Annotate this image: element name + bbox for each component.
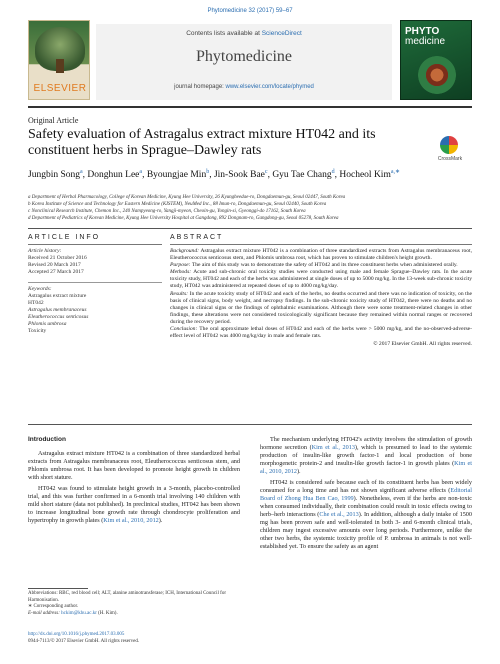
paragraph [260,479,472,551]
methods-text: Acute and sub-chronic oral toxicity studies were conducted using male and female Sprague–Dawley rats. In the acute toxicity study, HT042 and each of the herbs was administered at single doses of up to 5000 mg/kg. In the 13-week sub-chronic toxicity study, HT042 was administered at repeated doses of up to 4000 mg/kg/day. [170,269,472,290]
crossmark-button[interactable] [428,136,472,162]
doi-block [28,632,288,645]
homepage-line [96,84,392,90]
email-link[interactable]: hckim@khu.ac.kr [61,610,97,616]
paragraph-text: The mechanism underlying HT042's activity involves the stimulation of growth hormone secretion ( [260,436,472,451]
divider [28,424,472,425]
results-label: Results: [170,290,189,297]
footnote-divider [28,588,88,589]
keyword-item: Eleutherococcus senticosus [28,314,89,320]
divider [28,244,162,245]
affiliation: b Korea Institute of Science and Technology for Eastern Medicine (KISTEM), NeuMed Inc., 88 Imun-ro, Dongdaemun-gu, Seoul 02440, South Korea [28,202,327,207]
keyword-item: Phlomis umbrosa [28,321,67,327]
divider [28,228,472,229]
keyword-item: Astragalus extract mixture [28,293,87,299]
abstract-conclusion [170,326,472,340]
homepage-link[interactable]: www.elsevier.com/locate/phymed [225,84,314,90]
masthead-banner [96,24,392,100]
corresponding-author-note: ∗ Corresponding author. [28,604,79,610]
copyright-notice: © 2017 Elsevier GmbH. All rights reserved. [373,341,472,348]
abbreviations-note: Abbreviations: RBC, red blood cell; ALT, alanine aminotransferase; ICH, International Council for Harmonisation. [28,591,227,603]
crossmark-label: CrossMark [437,156,463,162]
author[interactable] [272,170,339,180]
divider [170,244,472,245]
journal-cover-image[interactable] [400,20,472,100]
contents-prefix: Contents lists available at [186,30,262,37]
author[interactable] [28,170,87,180]
author-separator: , [334,170,340,181]
paragraph-text: ). In addition, although a daily intake of 1500 mg has been proven safe and well-tolerated in both 3- and 6-month clinical trials, children may ingest excessive amounts over long periods. Furthermore, unlike the other two herbs, the systemic toxicity profile of P. umbrosa in animals is not well-established yet. To ensure the safety as an agent [260,511,472,550]
citation-link[interactable]: Kim et al., 2010, 2012 [103,517,159,524]
paragraph-text: ). [158,517,163,524]
abstract-heading: ABSTRACT [170,234,224,241]
author-affiliation-mark[interactable]: a [80,169,83,175]
affiliation-list [28,194,472,222]
cover-title [405,27,469,47]
email-note [28,611,240,618]
keywords-label: Keywords: [28,286,52,292]
author-name: Hocheol Kim [339,170,391,181]
paragraph [260,436,472,476]
author-name: Donghun Lee [87,170,140,181]
elsevier-logo [28,20,90,100]
author-separator: , [267,170,273,181]
author-affiliation-mark[interactable]: c [264,169,268,175]
crossmark-icon [440,136,458,154]
cover-title-line-2: medicine [405,36,446,47]
article-title: Safety evaluation of Astragalus extract mixture HT042 and its constituent herbs in Sprague–Dawley rats [28,127,376,158]
author-affiliation-mark[interactable]: b [206,169,210,175]
divider [28,282,162,283]
purpose-text: The aim of this study was to demonstrate the safety of HT042 and its three constituent herbs when administered orally. [190,262,458,269]
conclusion-label: Conclusion: [170,326,198,333]
doi-link[interactable]: http://dx.doi.org/10.1016/j.phymed.2017.03.005 [28,632,125,637]
homepage-prefix: journal homepage: [174,84,226,90]
author[interactable] [87,170,146,180]
author-name: Jin-Sook Bae [213,170,265,181]
abstract-results [170,291,472,326]
body-column-left [28,436,240,528]
journal-masthead [28,20,472,106]
author[interactable] [147,170,214,180]
history-revised: Revised 20 March 2017 [28,262,81,268]
contents-line [96,30,392,37]
keyword-item: HT042 [28,300,44,306]
author-name: Gyu Tae Chang [272,170,332,181]
affiliation: c Nonclinical Research Institute, Chemon Inc., 240 Nampyeong-ro, Yangji-myeon, Cheoin-gu, Yongin-si, Gyeonggi-do 17162, South Korea [28,209,306,214]
keyword-list [28,286,162,335]
email-label: E-mail address: [28,610,62,616]
footnotes [28,591,240,617]
paragraph-text: ). [296,468,301,475]
article-type: Original Article [28,116,79,125]
article-info-heading: ARTICLE INFO [28,234,101,241]
citation-link[interactable]: Editorial Board of Zhong Hua Ben Cao, 1999 [260,487,472,502]
affiliation: d Department of Pediatrics of Korean Medicine, Kyung Hee University Hospital at Gangdong, 892 Dongnam-ro, Gangdong-gu, Seoul 05278, South Korea [28,216,339,221]
methods-label: Methods: [170,269,192,276]
publisher-name: ELSEVIER [33,83,87,94]
abstract-methods [170,269,472,290]
author[interactable] [339,170,400,180]
author-name: Jungbin Song [28,170,80,181]
purpose-label: Purpose: [170,262,191,269]
sciencedirect-link[interactable]: ScienceDirect [261,30,302,37]
results-text: In the acute toxicity study of HT042 and each of the herbs, no deaths occurred and there was no indication of toxicity, on the basis of clinical signs, body weight, and necropsy findings. In the sub-chronic toxicity study of HT042, there were no deaths and no changes in clinical signs or the findings of ophthalmic examinations. Although there were some treatment-related changes in other findings, these alterations were not considered toxicologically significant because they remained within normal ranges or recovered during the recovery period. [170,290,472,325]
paragraph-text: ). Nonetheless, even if the herbs are non-toxic when consumed individually, their combination could result in toxic effects owing to herb–herb interactions ( [260,495,472,518]
history-accepted: Accepted 27 March 2017 [28,269,84,275]
body-column-right [260,436,472,554]
background-text: Astragalus extract mixture HT042 is a combination of three standardized extracts from Astragalus membranaceus root, Eleutherococcus senticosus stem, and Phlomis umbrosa root, which has proven to stimulate children's height growth. [170,248,472,262]
abstract-background [170,248,472,262]
flower-icon [413,55,461,95]
background-label: Background: [170,248,199,254]
citation-link[interactable]: Kim et al., 2013 [311,444,355,451]
keyword-item: Astragalus membranaceus [28,307,87,313]
author-name: Byoungjae Min [146,170,207,181]
divider [28,106,472,108]
author-affiliation-mark[interactable]: d [331,169,335,175]
issn-line: 0944-7113/© 2017 Elsevier GmbH. All rights reserved. [28,638,140,644]
citation-link[interactable]: Che et al., 2013 [319,511,359,518]
history-label: Article history: [28,248,62,254]
paragraph-text: HT042 was found to stimulate height growth in a 3-month, placebo-controlled trial, and this was further confirmed in a 6-month trial involving 140 children with mild short stature (data not published). In preclinical studies, HT042 has been shown to increase longitudinal bone growth rate through chondrocyte proliferation and hypertrophy in growth plates ( [28,485,240,524]
citation-link[interactable]: Kim et al., 2010, 2012 [260,460,473,475]
email-suffix: (H. Kim). [96,610,118,616]
history-received: Received 21 October 2016 [28,255,87,261]
article-history [28,248,162,276]
journal-title: Phytomedicine [196,48,292,65]
keyword-item: Toxicity [28,328,47,334]
author-list [28,166,408,181]
section-heading-introduction: Introduction [28,436,66,443]
paragraph-text: ), which is presumed to lead to the systemic production of insulin-like growth factor-1 and local production of bone morphogenetic protein-2 and insulin-like growth factor-1 in growth plates ( [260,444,472,467]
author-affiliation-mark[interactable]: a,∗ [390,169,401,175]
author-separator: , [142,170,147,181]
affiliation: a Department of Herbal Pharmacology, College of Korean Medicine, Kyung Hee University, 26 Kyungheedae-ro, Dongdaemun-gu, Seoul 02447, South Korea [28,195,346,200]
cover-title-line-1: PHYTO [405,26,440,37]
author-separator: , [82,170,88,181]
paragraph: Astragalus extract mixture HT042 is a combination of three standardized herbal extracts from Astragalus membranaceus root, Eleutherococcus senticosus stem, and Phlomis umbrosa root. It has been developed to promote height growth in children with short stature. [28,450,240,481]
author-separator: , [209,170,214,181]
paragraph-text: HT042 is considered safe because each of its constituent herbs has been widely consumed for a long time and has not shown significant adverse effects ( [260,479,472,494]
conclusion-text: The oral approximate lethal doses of HT042 and each of the herbs were > 5000 mg/kg, and the no-observed-adverse-effect level of HT042 was 4000 mg/kg/day in male and female rats. [170,326,472,340]
paragraph [28,485,240,525]
tree-trunk-icon [56,59,64,73]
author-affiliation-mark[interactable]: a [139,169,143,175]
author[interactable] [214,170,272,180]
journal-reference[interactable]: Phytomedicine 32 (2017) 59–67 [207,8,293,14]
abstract-text [170,248,472,348]
